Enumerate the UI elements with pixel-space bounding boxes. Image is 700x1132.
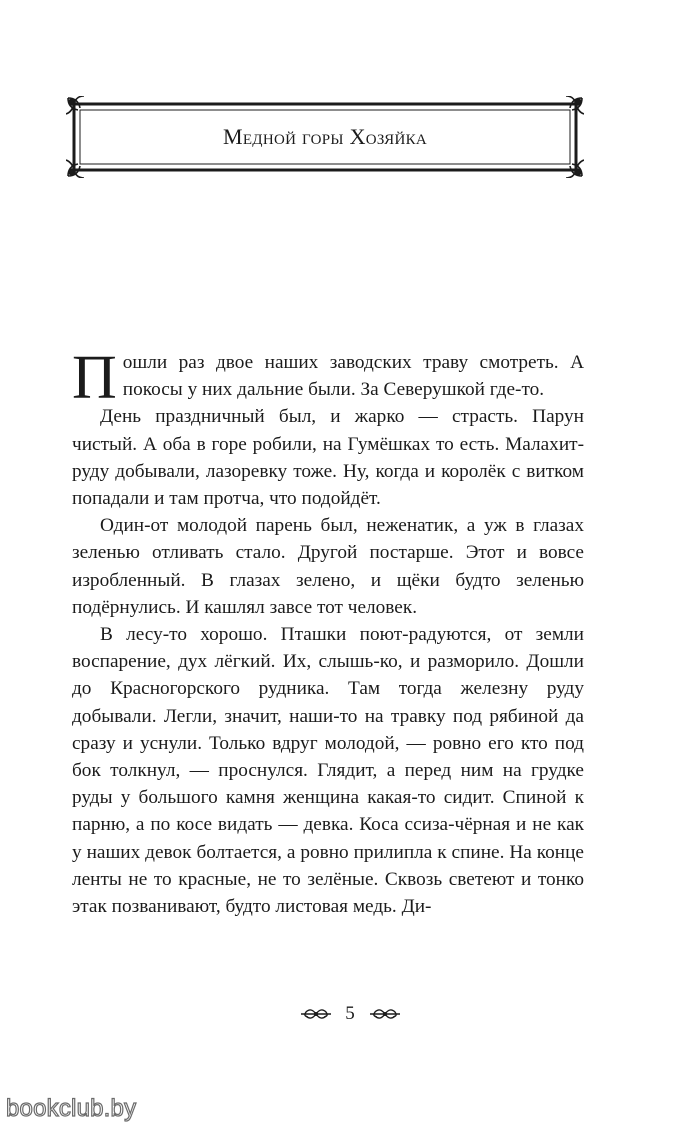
paragraph-2: День праздничный был, и жарко — страсть. Парун чистый. А оба в горе робили, на Гумёшках то есть. Малахит-руду добывали, лазоревку тоже. Ну, когда и королёк с витком попадали и там протча, что подойдёт. <box>72 406 584 510</box>
page-number: 5 <box>345 1002 355 1024</box>
paragraph-4: В лесу-то хорошо. Пташки поют-радуются, от земли воспарение, дух лёгкий. Их, слышь-ко, и разморило. Дошли до Красногорского рудника. Там тогда железну руду добывали. Легли, значит, наши-то на травку под рябиной да сразу и уснули. Только вдруг молодой, — ровно его кто под бок толкнул, — проснулся. Глядит, а перед ним на грудке руды у большого камня женщина какая-то сидит. Спиной к парню, а по косе видать — девка. Коса ссиза-чёрная и не как у наших девок болтается, а ровно прилипла к спине. На конце ленты не то красные, не то зелёные. Сквозь светеют и тонко этак позванивают, будто листовая медь. Ди- <box>72 624 584 918</box>
header-title: Медной горы Хозяйка <box>222 124 428 149</box>
body-text <box>72 344 584 920</box>
page-footer <box>0 1002 700 1025</box>
watermark: bookclub.by <box>6 1095 137 1122</box>
right-ornament-icon <box>370 1005 400 1023</box>
paragraph-1-text: ошли раз двое наших заводских траву смотреть. А покосы у них дальние были. За Северушкой где-то. <box>122 352 584 401</box>
left-ornament-icon <box>301 1005 331 1023</box>
paragraph-3: Один-от молодой парень был, неженатик, а уж в глазах зеленью отливать стало. Другой постарше. Этот и вовсе изробленный. В глазах зелено, и щёки будто зеленью подёрнулись. И кашлял завсе тот человек. <box>72 515 584 618</box>
running-header <box>66 96 584 178</box>
paragraph-1 <box>72 344 584 412</box>
drop-cap: П <box>72 344 117 412</box>
